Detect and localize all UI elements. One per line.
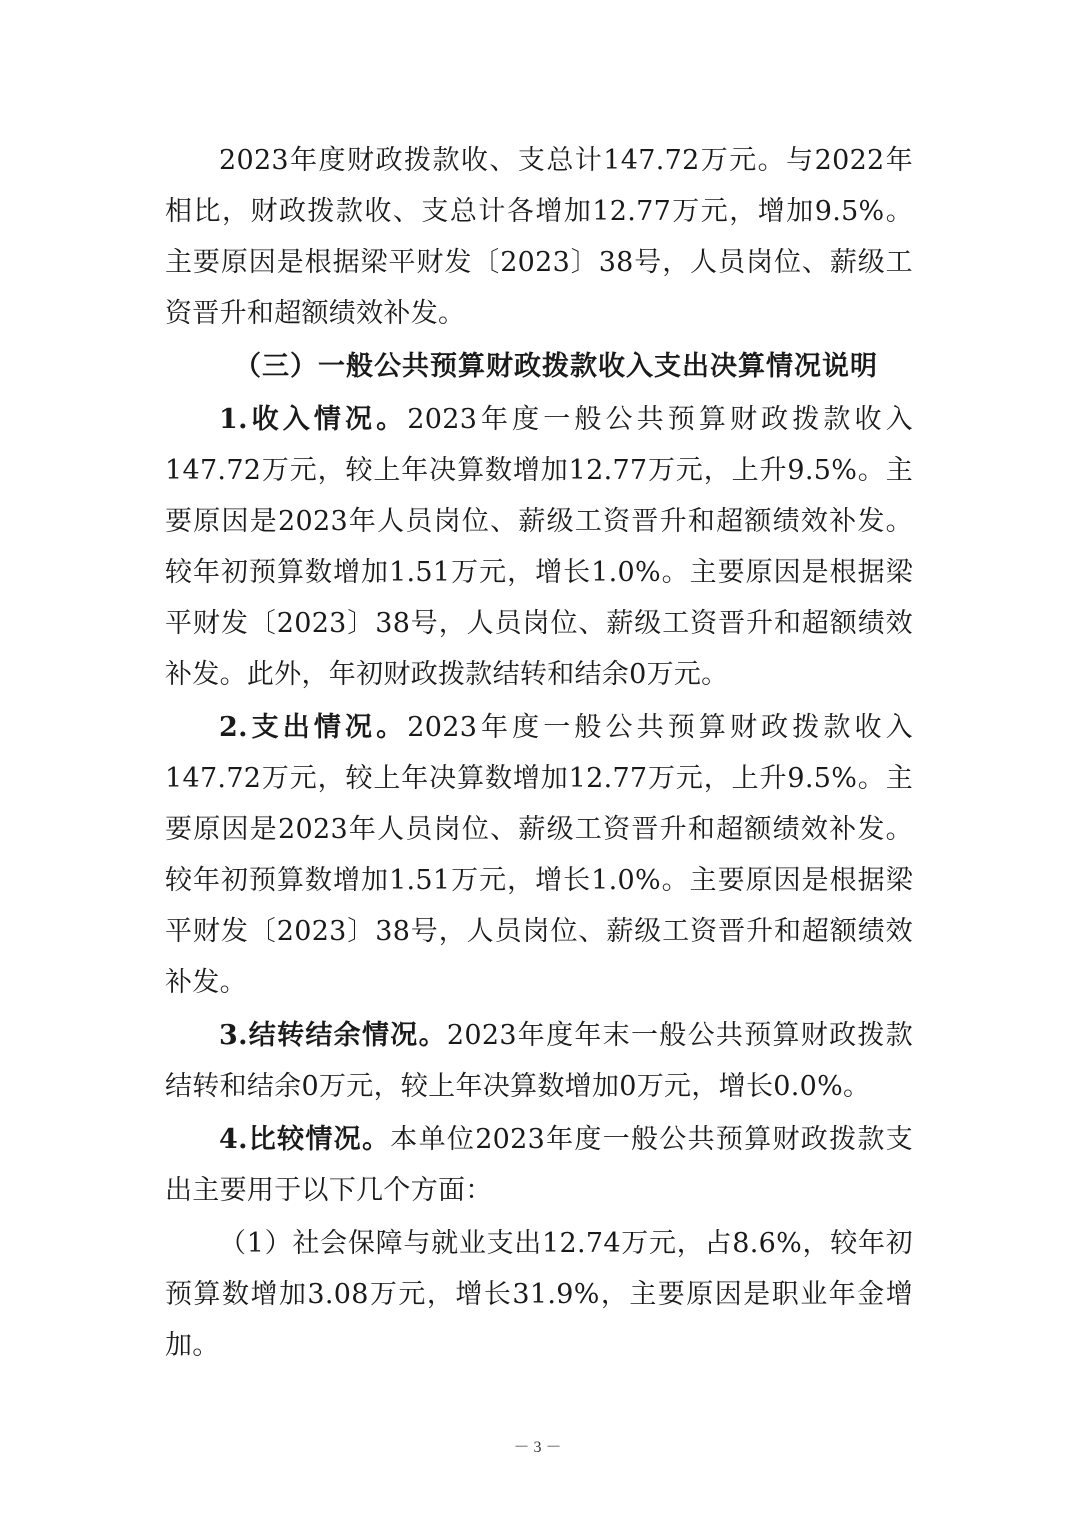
carryover-paragraph: [165, 1010, 913, 1112]
social-security-paragraph: （1）社会保障与就业支出12.74万元，占8.6%，较年初预算数增加3.08万元，增长31.9%，主要原因是职业年金增加。: [165, 1228, 913, 1361]
page-number: － 3 －: [513, 1439, 562, 1456]
expense-text: 2023年度一般公共预算财政拨款收入147.72万元，较上年决算数增加12.77万元，上升9.5%。主要原因是2023年人员岗位、薪级工资晋升和超额绩效补发。较年初预算数增加1.51万元，增长1.0%。主要原因是根据梁平财发〔2023〕38号，人员岗位、薪级工资晋升和超额绩效补发。: [165, 712, 913, 998]
section-heading: （三）一般公共预算财政拨款收入支出决算情况说明: [234, 351, 878, 382]
carryover-text: 2023年度年末一般公共预算财政拨款结转和结余0万元，较上年决算数增加0万元，增长0.0%。: [165, 1020, 913, 1102]
expense-lead: 2.支出情况。: [219, 712, 408, 743]
income-text: 2023年度一般公共预算财政拨款收入147.72万元，较上年决算数增加12.77万元，上升9.5%。主要原因是2023年人员岗位、薪级工资晋升和超额绩效补发。较年初预算数增加1.51万元，增长1.0%。主要原因是根据梁平财发〔2023〕38号，人员岗位、薪级工资晋升和超额绩效补发。此外，年初财政拨款结转和结余0万元。: [165, 404, 913, 690]
comparison-lead: 4.比较情况。: [219, 1124, 391, 1155]
expense-paragraph: [165, 702, 913, 1008]
income-paragraph: [165, 394, 913, 700]
income-lead: 1.收入情况。: [219, 404, 408, 435]
carryover-lead: 3.结转结余情况。: [219, 1020, 447, 1051]
comparison-paragraph: [165, 1114, 913, 1216]
intro-paragraph: 2023年度财政拨款收、支总计147.72万元。与2022年相比，财政拨款收、支总计各增加12.77万元，增加9.5%。主要原因是根据梁平财发〔2023〕38号，人员岗位、薪级工资晋升和超额绩效补发。: [165, 145, 913, 329]
document-body: [165, 135, 913, 1371]
comparison-text: 本单位2023年度一般公共预算财政拨款支出主要用于以下几个方面：: [165, 1124, 913, 1206]
